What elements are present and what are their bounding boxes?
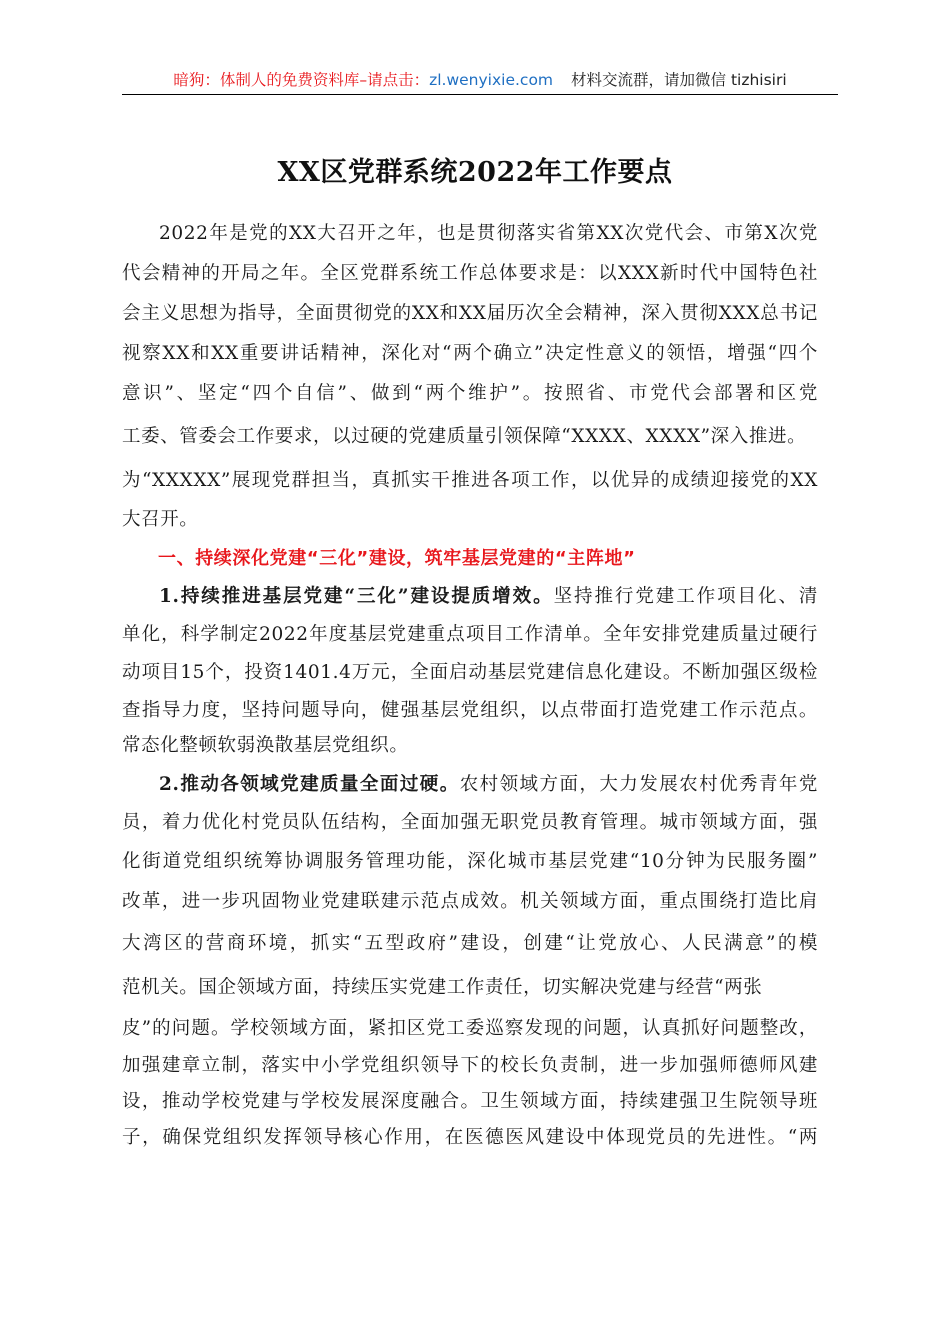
item-2-line: 农村领域方面，大力发展农村优秀青年党 (459, 774, 818, 795)
item-1-lead: 1.持续推进基层党建“三化”建设提质增效。 (159, 586, 554, 607)
document-title: XX区党群系统2022年工作要点 (277, 157, 673, 188)
intro-line: 会主义思想为指导，全面贯彻党的XX和XX届历次全会精神，深入贯彻XXX总书记 (122, 303, 818, 324)
page-header (122, 66, 838, 95)
item-2-line: 子，确保党组织发挥领导核心作用，在医德医风建设中体现党员的先进性。“两 (122, 1127, 818, 1148)
header-url-link[interactable]: zl.wenyixie.com (429, 71, 554, 89)
item-2-lead: 2.推动各领域党建质量全面过硬。 (159, 774, 460, 795)
header-contact: 材料交流群，请加微信 tizhisiri (571, 71, 787, 89)
item-2-line: 设，推动学校党建与学校发展深度融合。卫生领域方面，持续建强卫生院领导班 (122, 1091, 818, 1112)
item-2-line: 皮”的问题。学校领域方面，紧扣区党工委巡察发现的问题，认真抓好问题整改， (122, 1018, 818, 1039)
intro-line: 2022年是党的XX大召开之年，也是贯彻落实省第XX次党代会、市第X次党 (159, 223, 818, 244)
document-body (122, 214, 818, 1156)
item-2-line: 员，着力优化村党员队伍结构，全面加强无职党员教育管理。城市领域方面，强 (122, 812, 818, 833)
section-heading: 一、持续深化党建“三化”建设，筑牢基层党建的“主阵地” (158, 548, 636, 569)
item-2-line: 化街道党组织统筹协调服务管理功能，深化城市基层党建“10分钟为民服务圈” (122, 851, 818, 872)
item-2-first-line (122, 766, 818, 804)
item-2-line: 大湾区的营商环境，抓实“五型政府”建设，创建“让党放心、人民满意”的模 (122, 933, 818, 954)
item-1-first-line (122, 578, 818, 616)
intro-line: 工委、管委会工作要求，以过硬的党建质量引领保障“XXXX、XXXX”深入推进。 (122, 426, 807, 447)
item-2-line: 改革，进一步巩固物业党建联建示范点成效。机关领域方面，重点围绕打造比肩 (122, 891, 818, 912)
item-2-line: 加强建章立制，落实中小学党组织领导下的校长负责制，进一步加强师德师风建 (122, 1055, 818, 1076)
item-1-line: 常态化整顿软弱涣散基层党组织。 (122, 735, 409, 756)
header-click-prompt: –请点击： (359, 71, 430, 89)
section-1 (122, 540, 818, 578)
intro-paragraph (122, 214, 818, 538)
item-1-line: 单化，科学制定2022年度基层党建重点项目工作清单。全年安排党建质量过硬行 (122, 624, 818, 645)
intro-line: 大召开。 (122, 509, 199, 530)
item-1-line: 坚持推行党建工作项目化、清 (553, 586, 818, 607)
header-brand: 暗狗：体制人的免费资料库 (173, 71, 360, 89)
intro-line: 视察XX和XX重要讲话精神，深化对“两个确立”决定性意义的领悟，增强“四个 (122, 343, 818, 364)
item-2-line: 范机关。国企领域方面，持续压实党建工作责任，切实解决党建与经营“两张 (122, 977, 763, 998)
intro-line: 为“XXXXX”展现党群担当，真抓实干推进各项工作，以优异的成绩迎接党的XX (122, 470, 818, 491)
intro-line: 意识”、坚定“四个自信”、做到“两个维护”。按照省、市党代会部署和区党 (122, 383, 818, 404)
intro-line: 代会精神的开局之年。全区党群系统工作总体要求是：以XXX新时代中国特色社 (122, 263, 818, 284)
item-1-line: 查指导力度，坚持问题导向，健强基层党组织，以点带面打造党建工作示范点。 (122, 700, 818, 721)
item-2-paragraph (122, 766, 818, 1156)
item-1-paragraph (122, 578, 818, 762)
item-1-line: 动项目15个，投资1401.4万元，全面启动基层党建信息化建设。不断加强区级检 (122, 662, 818, 683)
